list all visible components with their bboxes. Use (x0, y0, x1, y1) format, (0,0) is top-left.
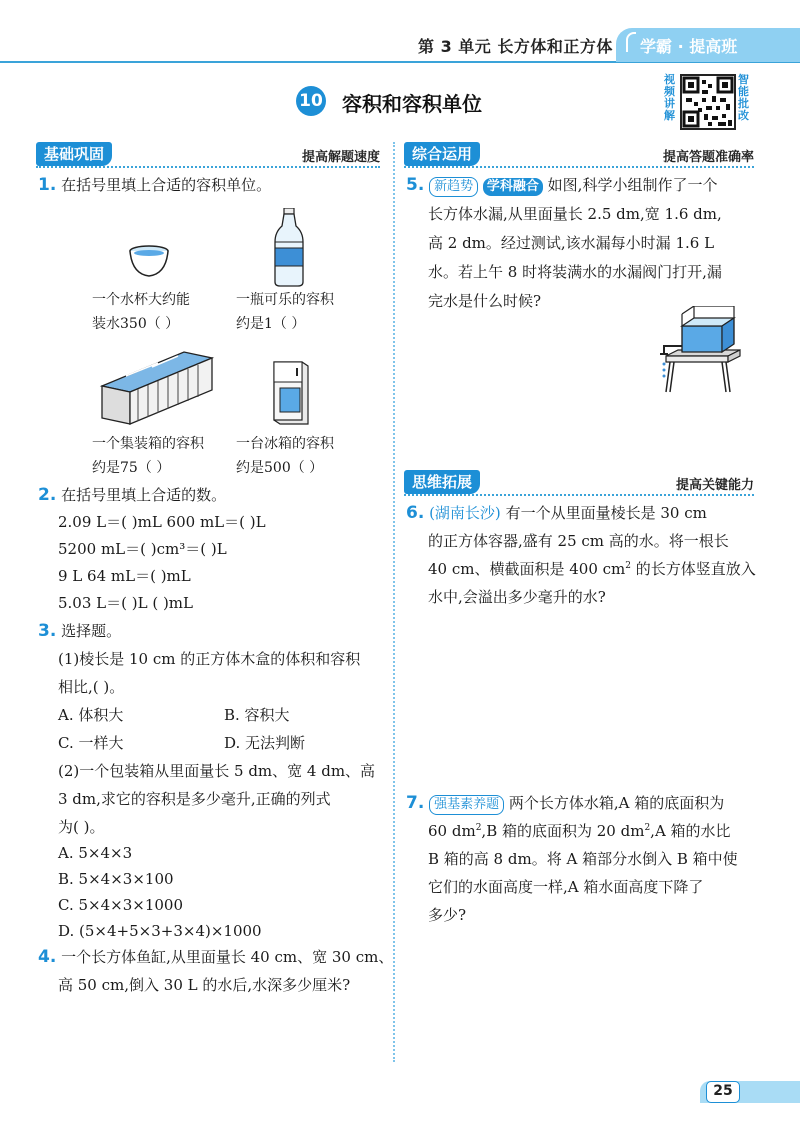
q3-part1-option-a: A. 体积大 (58, 706, 124, 724)
q5-line3: 高 2 dm。经过测试,该水漏每小时漏 1.6 L (428, 234, 715, 252)
q7-line2-b: ,B 箱的底面积为 20 dm (481, 822, 645, 840)
question-6 (406, 500, 707, 526)
foundation-tag: 强基素养题 (429, 795, 504, 815)
lesson-number: 10 (296, 86, 326, 116)
section-basic-tag: 基础巩固 (36, 142, 112, 166)
lesson-title: 容积和容积单位 (342, 92, 482, 116)
question-text-line1: 一个长方体鱼缸,从里面量长 40 cm、宽 30 cm、 (61, 948, 394, 966)
q7-line2: 60 $dm^2,B$ 箱的底面积为 20 $dm^2,A$ 箱的水比 (428, 822, 731, 840)
section-thinking-tag: 思维拓展 (404, 470, 480, 494)
new-trend-tag: 新趋势 (429, 177, 478, 197)
brand-badge (616, 28, 800, 62)
question-number: 5. (406, 175, 425, 195)
q3-part1-line1: (1)棱长是 10 cm 的正方体木盒的体积和容积 (58, 650, 361, 668)
question-4 (38, 944, 393, 970)
q1-item-2-line1: 一瓶可乐的容积 (236, 292, 334, 308)
q2-line-3: 9 L 64 mL＝( )mL (58, 567, 191, 585)
q3-part1-option-c: C. 一样大 (58, 734, 124, 752)
q5-line2: 长方体水漏,从里面量长 2.5 dm,宽 1.6 dm, (428, 205, 722, 223)
bottle-icon (272, 208, 306, 288)
q6-line3: 40 cm、横截面积是 400 $cm^2$ 的长方体竖直放入 (428, 560, 756, 578)
question-number: 6. (406, 503, 425, 523)
question-text: 在括号里填上合适的数。 (61, 486, 227, 504)
q7-line5: 多少? (428, 906, 467, 924)
question-number: 4. (38, 947, 57, 967)
water-clock-figure (646, 306, 756, 398)
q5-line4: 水。若上午 8 时将装满水的水漏阀门打开,漏 (428, 263, 722, 281)
q3-part2-option-d: D. (5×4+5×3+3×4)×1000 (58, 922, 262, 940)
q1-item-3-line2: 约是75（ ） (92, 460, 171, 476)
q2-line-1: 2.09 L＝( )mL 600 mL＝( )L (58, 513, 266, 531)
q3-part2-option-a: A. 5×4×3 (58, 844, 133, 862)
brand-name: 学霸 · 提高班 (640, 37, 738, 56)
brand-logo-icon (626, 32, 636, 52)
q3-part2-line2: 3 dm,求它的容积是多少毫升,正确的列式 (58, 790, 331, 808)
q6-line3-b: 的长方体竖直放入 (635, 560, 756, 578)
source-location: (湖南长沙) (429, 504, 501, 522)
q7-line2-a: 60 dm (428, 822, 476, 840)
question-text-line1: 两个长方体水箱,A 箱的底面积为 (508, 794, 725, 812)
q2-line-2: 5200 mL＝( )cm³＝( )L (58, 540, 227, 558)
question-number: 2. (38, 485, 57, 505)
q3-part1-option-d: D. 无法判断 (224, 734, 306, 752)
question-number: 3. (38, 621, 57, 641)
q1-item-1-line1: 一个水杯大约能 (92, 292, 190, 308)
q3-part1-line2: 相比,( )。 (58, 678, 125, 696)
page-header (0, 28, 800, 62)
q5-line5: 完水是什么时候? (428, 292, 542, 310)
qr-label-right: 智能批改 (738, 73, 749, 122)
q7-line4: 它们的水面高度一样,A 箱水面高度下降了 (428, 878, 704, 896)
column-divider (393, 142, 395, 1062)
question-1 (38, 172, 271, 198)
cup-icon (128, 244, 170, 280)
q3-part1-option-b: B. 容积大 (224, 706, 290, 724)
question-5 (406, 172, 717, 198)
subject-fusion-tag: 学科融合 (483, 178, 543, 196)
q3-part2-option-b: B. 5×4×3×100 (58, 870, 174, 888)
q1-item-4-line2: 约是500（ ） (236, 460, 324, 476)
q6-line2: 的正方体容器,盛有 25 cm 高的水。将一根长 (428, 532, 729, 550)
q3-part2-option-c: C. 5×4×3×1000 (58, 896, 183, 914)
section-thinking-subtitle: 提高关键能力 (675, 478, 754, 493)
section-basic-subtitle: 提高解题速度 (301, 150, 380, 165)
question-number: 1. (38, 175, 57, 195)
question-number: 7. (406, 793, 425, 813)
q6-line4: 水中,会溢出多少毫升的水? (428, 588, 606, 606)
section-combined-tag: 综合运用 (404, 142, 480, 166)
unit-title: 第 3 单元 长方体和正方体 (418, 37, 613, 56)
q1-item-1-line2: 装水350（ ） (92, 316, 180, 332)
q2-line-4: 5.03 L＝( )L ( )mL (58, 594, 193, 612)
section-thinking (404, 470, 754, 496)
q3-part2-line3: 为( )。 (58, 818, 105, 836)
q7-line3: B 箱的高 8 dm。将 A 箱部分水倒入 B 箱中使 (428, 850, 738, 868)
section-basic (36, 142, 380, 168)
page-number: 25 (706, 1081, 740, 1103)
q7-line2-c: ,A 箱的水比 (650, 822, 731, 840)
qr-code-icon[interactable] (680, 74, 736, 130)
qr-label-left: 视频讲解 (664, 73, 675, 122)
question-text: 选择题。 (61, 622, 122, 640)
question-7 (406, 790, 724, 816)
q1-item-3-line1: 一个集装箱的容积 (92, 436, 204, 452)
question-3 (38, 618, 121, 644)
section-combined (404, 142, 754, 168)
page-number-badge (700, 1081, 800, 1103)
q1-item-2-line2: 约是1（ ） (236, 316, 306, 332)
question-text-line1: 如图,科学小组制作了一个 (547, 176, 718, 194)
container-icon (98, 346, 216, 428)
fridge-icon (268, 358, 312, 428)
question-2 (38, 482, 226, 508)
q1-item-4-line1: 一台冰箱的容积 (236, 436, 334, 452)
q6-line3-a: 40 cm、横截面积是 400 cm (428, 560, 626, 578)
q3-part2-line1: (2)一个包装箱从里面量长 5 dm、宽 4 dm、高 (58, 762, 376, 780)
question-text: 在括号里填上合适的容积单位。 (61, 176, 272, 194)
question-text-line1: 有一个从里面量棱长是 30 cm (505, 504, 707, 522)
q4-line2: 高 50 cm,倒入 30 L 的水后,水深多少厘米? (58, 976, 351, 994)
section-combined-subtitle: 提高答题准确率 (662, 150, 754, 165)
